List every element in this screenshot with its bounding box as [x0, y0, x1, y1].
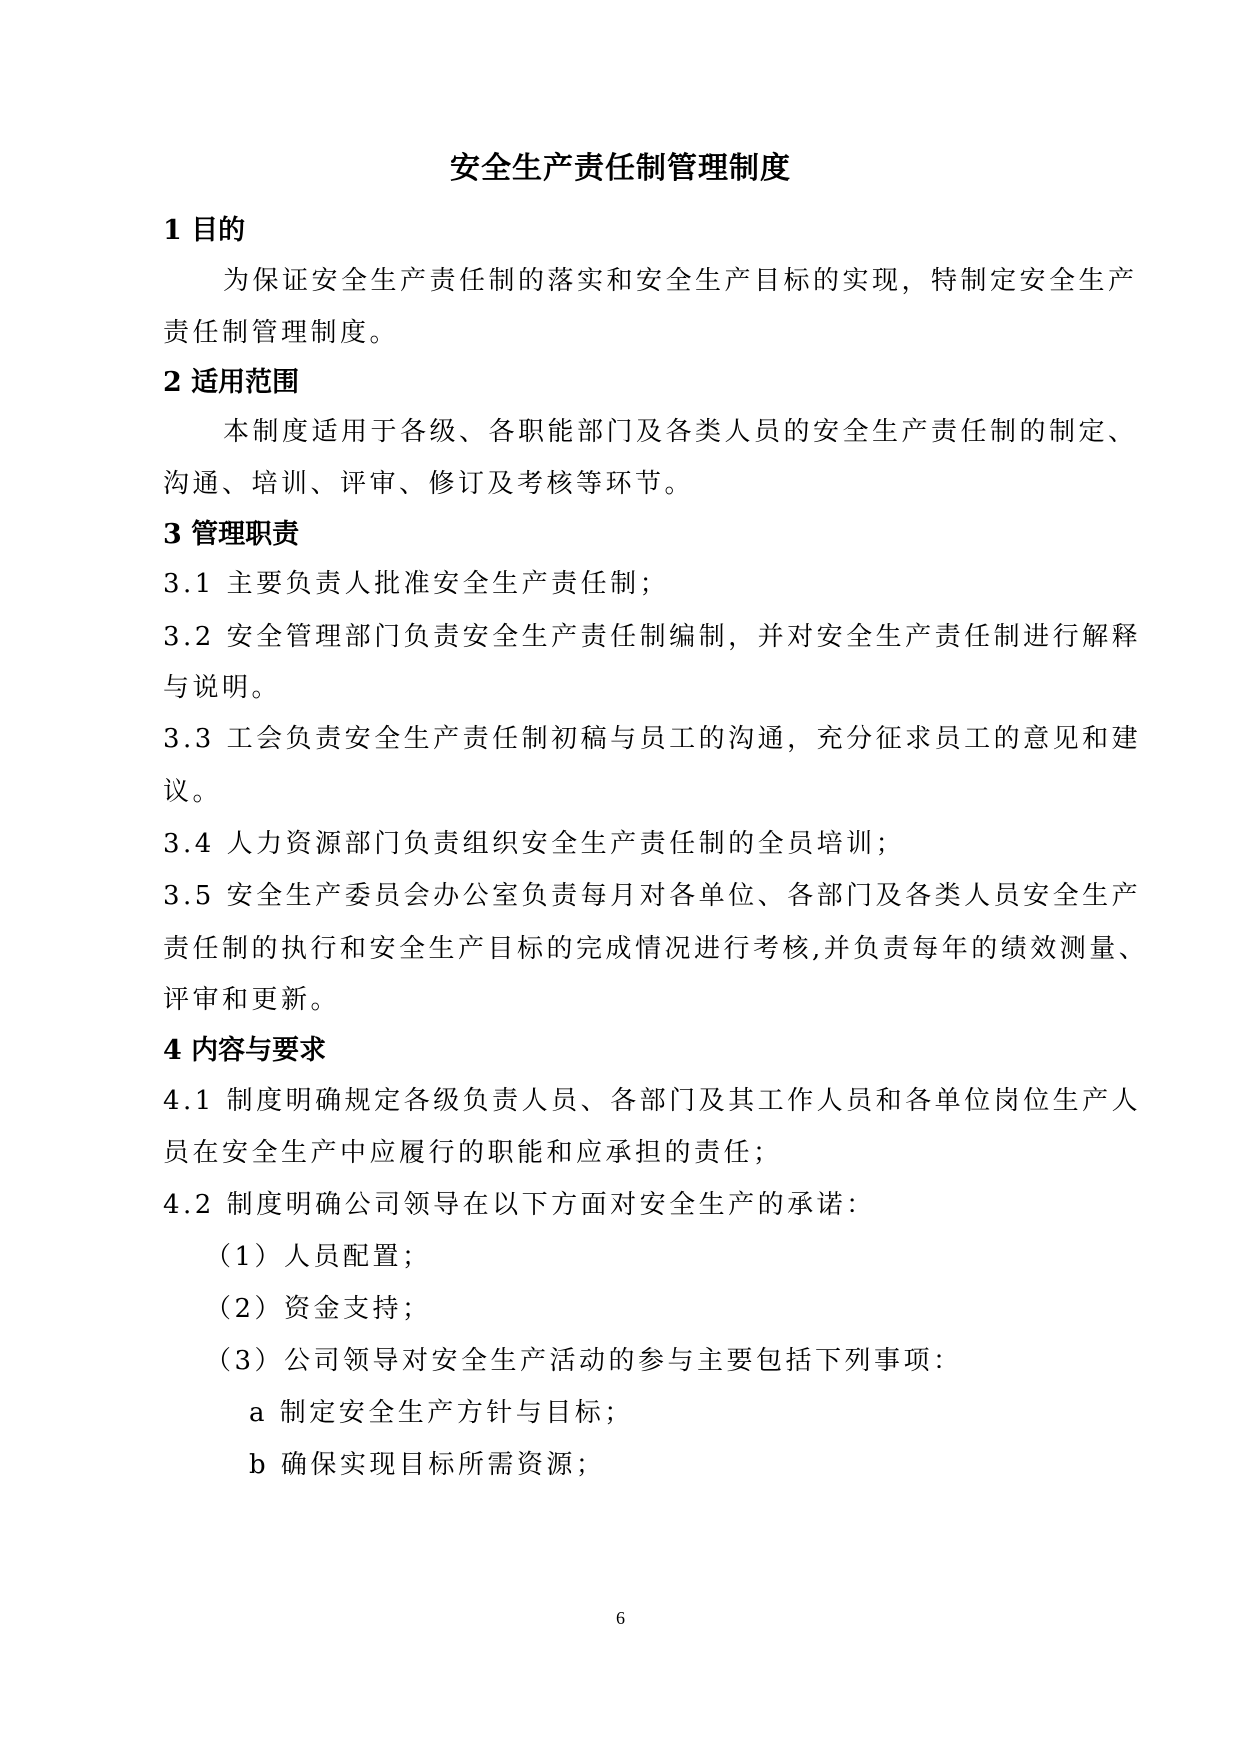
- sub-list-item: a 制定安全生产方针与目标；: [249, 1398, 634, 1428]
- section-heading-purpose: 1 目的: [163, 215, 246, 246]
- section-heading-content-requirements: 4 内容与要求: [163, 1035, 327, 1066]
- paragraph-line: 责任制管理制度。: [163, 318, 400, 348]
- section-heading-responsibilities: 3 管理职责: [163, 519, 300, 550]
- list-item: （2）资金支持；: [205, 1294, 432, 1324]
- paragraph-line: 责任制的执行和安全生产目标的完成情况进行考核,并负责每年的绩效测量、: [163, 934, 1149, 964]
- paragraph-line: 3.4 人力资源部门负责组织安全生产责任制的全员培训；: [163, 829, 906, 859]
- sub-list-item: b 确保实现目标所需资源；: [249, 1450, 606, 1480]
- paragraph-line: 沟通、培训、评审、修订及考核等环节。: [163, 469, 695, 499]
- paragraph-line: 3.5 安全生产委员会办公室负责每月对各单位、各部门及各类人员安全生产: [163, 881, 1142, 911]
- document-title: 安全生产责任制管理制度: [450, 151, 791, 186]
- paragraph-line: 评审和更新。: [163, 985, 341, 1015]
- paragraph-line: 3.3 工会负责安全生产责任制初稿与员工的沟通，充分征求员工的意见和建: [163, 724, 1142, 754]
- paragraph-line: 为保证安全生产责任制的落实和安全生产目标的实现，特制定安全生产: [223, 266, 1138, 296]
- list-item: （1）人员配置；: [205, 1242, 432, 1272]
- list-item: （3）公司领导对安全生产活动的参与主要包括下列事项：: [205, 1346, 963, 1376]
- paragraph-line: 4.2 制度明确公司领导在以下方面对安全生产的承诺：: [163, 1190, 876, 1220]
- page-number: 6: [616, 1608, 625, 1628]
- paragraph-line: 员在安全生产中应履行的职能和应承担的责任；: [163, 1138, 783, 1168]
- paragraph-line: 3.2 安全管理部门负责安全生产责任制编制，并对安全生产责任制进行解释: [163, 622, 1142, 652]
- paragraph-line: 与说明。: [163, 673, 282, 703]
- paragraph-line: 议。: [163, 777, 223, 807]
- section-heading-scope: 2 适用范围: [163, 367, 300, 398]
- paragraph-line: 3.1 主要负责人批准安全生产责任制；: [163, 569, 670, 599]
- paragraph-line: 本制度适用于各级、各职能部门及各类人员的安全生产责任制的制定、: [223, 417, 1138, 447]
- paragraph-line: 4.1 制度明确规定各级负责人员、各部门及其工作人员和各单位岗位生产人: [163, 1086, 1142, 1116]
